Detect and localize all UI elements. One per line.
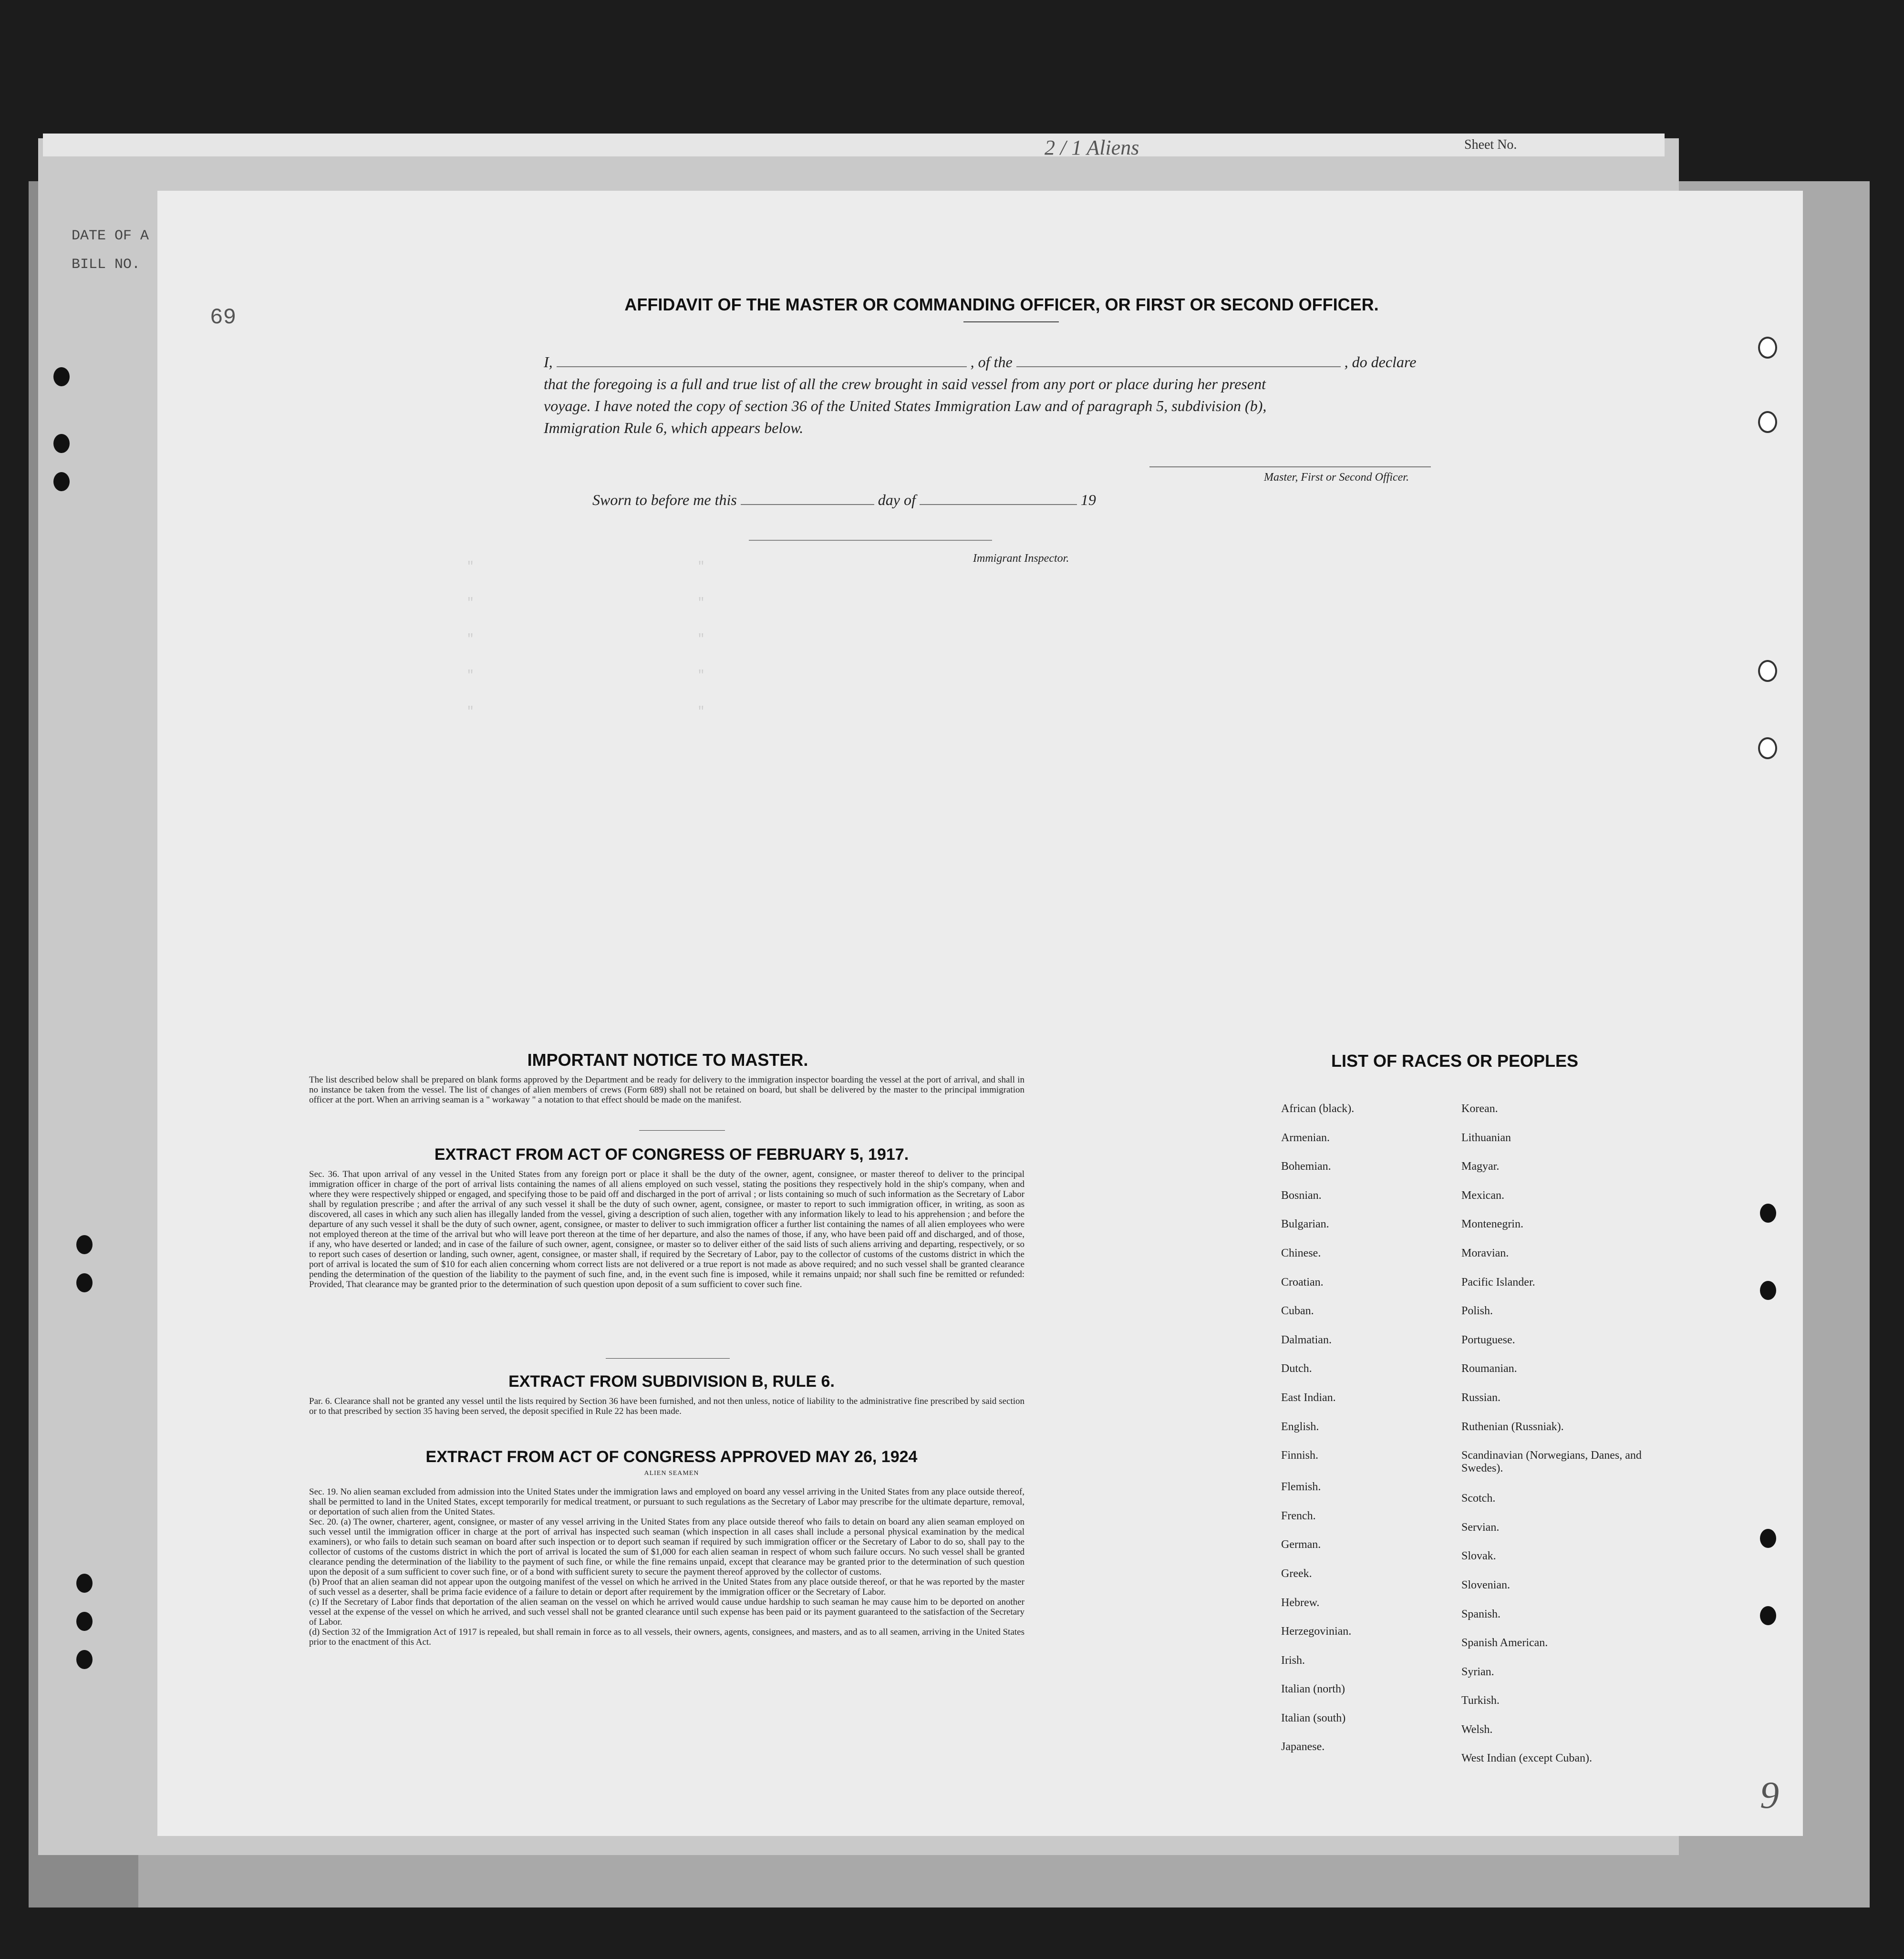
top-strip bbox=[43, 134, 1665, 159]
extract-1924-title: EXTRACT FROM ACT OF CONGRESS APPROVED MAY 26, 1924 bbox=[425, 1448, 918, 1466]
sheet-number-label: Sheet No. bbox=[1464, 137, 1517, 152]
race-item: Slovak. bbox=[1461, 1550, 1496, 1563]
race-item: Greek. bbox=[1281, 1567, 1312, 1580]
punch-hole bbox=[1758, 411, 1777, 433]
race-item: Syrian. bbox=[1461, 1665, 1494, 1678]
extract-1917-title: EXTRACT FROM ACT OF CONGRESS OF FEBRUARY 5, 1917. bbox=[434, 1145, 909, 1164]
binder-hole bbox=[53, 472, 70, 491]
i-label: I, bbox=[544, 353, 553, 371]
divider bbox=[606, 1358, 730, 1359]
affidavit-title: AFFIDAVIT OF THE MASTER OR COMMANDING OFFICER, OR FIRST OR SECOND OFFICER. bbox=[624, 295, 1379, 314]
punch-hole bbox=[1758, 737, 1777, 759]
affidavit-declaration bbox=[544, 351, 1469, 439]
extract-1924-body bbox=[309, 1487, 1024, 1647]
race-item: Italian (north) bbox=[1281, 1683, 1345, 1696]
race-item: Ruthenian (Russniak). bbox=[1461, 1420, 1564, 1433]
extract-1924-sec20a: Sec. 20. (a) The owner, charterer, agent, consignee, or master of any vessel arriving in the United States from any place outside thereof who fails to detain on board any alien seaman employed on such vessel until the immigration officer in charge at the port of arrival has inspected such seaman (which inspection in all cases shall include a personal physical examination by the medical examiners), or who fails to detain such seaman on board after such inspection or to deport such seaman if required by such immigration officer or the Secretary of Labor to do so, shall pay to the collector of customs of the customs district in which the port of arrival is located the sum of $1,000 for each alien seaman in respect of whom such failure occurs. No such vessel shall be granted clearance pending the determination of the liability to the payment of such fine, or while the fine remains unpaid, except that clearance may be granted prior to the determination of such question upon the deposit of a sum sufficient to cover such fine, or of a bond with sufficient surety to secure the payment thereof approved by the collector of customs. bbox=[309, 1517, 1024, 1577]
race-item: English. bbox=[1281, 1420, 1319, 1433]
officer-name-field[interactable] bbox=[557, 366, 967, 367]
race-item: Dutch. bbox=[1281, 1362, 1312, 1375]
race-item: Flemish. bbox=[1281, 1481, 1321, 1494]
race-item: Dalmatian. bbox=[1281, 1333, 1332, 1346]
inspector-label: Immigrant Inspector. bbox=[973, 552, 1069, 565]
declaration-line-2: voyage. I have noted the copy of section 36 of the United States Immigration Law and of paragraph 5, subdivision (b), bbox=[544, 397, 1267, 414]
race-item: Irish. bbox=[1281, 1654, 1305, 1667]
race-item: Bulgarian. bbox=[1281, 1218, 1329, 1231]
race-item: Scandinavian (Norwegians, Danes, and Swedes). bbox=[1461, 1449, 1642, 1475]
race-item: Servian. bbox=[1461, 1521, 1500, 1534]
declaration-line-3: Immigration Rule 6, which appears below. bbox=[544, 419, 804, 436]
side-stamp-bill: BILL NO. bbox=[72, 257, 141, 273]
binder-hole bbox=[76, 1235, 93, 1254]
side-stamp-date: DATE OF A bbox=[72, 228, 149, 244]
sworn-day-field[interactable] bbox=[741, 504, 874, 505]
extract-1924-sec20c: (c) If the Secretary of Labor finds that deportation of the alien seaman on the vessel on which he arrived would cause undue hardship to such seaman he may cause him to be deported on another vessel at the expense of the vessel on which he arrived, and such vessel shall not be granted clearance until such expense has been paid or its payment guaranteed to the satisfaction of the Secretary of Labor. bbox=[309, 1597, 1024, 1627]
race-item: French. bbox=[1281, 1509, 1316, 1522]
race-item: Montenegrin. bbox=[1461, 1218, 1523, 1231]
race-item: Chinese. bbox=[1281, 1247, 1321, 1259]
race-item: Japanese. bbox=[1281, 1741, 1325, 1753]
inspector-signature-line[interactable] bbox=[749, 540, 992, 541]
race-item: Turkish. bbox=[1461, 1694, 1500, 1707]
sworn-label bbox=[592, 491, 1096, 509]
race-item: Magyar. bbox=[1461, 1160, 1500, 1173]
race-item: Welsh. bbox=[1461, 1723, 1493, 1736]
race-item: East Indian. bbox=[1281, 1391, 1336, 1404]
declaration-line-1: that the foregoing is a full and true list of all the crew brought in said vessel from any port or place during her present bbox=[544, 375, 1266, 392]
race-item: Bohemian. bbox=[1281, 1160, 1331, 1173]
extract-1917-body: Sec. 36. That upon arrival of any vessel in the United States from any foreign port or place it shall be the duty of the owner, agent, consignee, or master thereof to deliver to the principal immigration officer in charge of the port of arrival lists containing the names of all aliens employed on such vessel, stating the positions they respectively hold in the ship's company, when and where they were respectively shipped or engaged, and specifying those to be paid off and discharged in the port of arrival ; or lists containing so much of such information as the Secretary of Labor shall by regulation prescribe ; and after the arrival of any such vessel it shall be the duty of such owner, agent, consignee, or master to report to such immigration officer, in writing, as soon as discovered, all cases in which any such alien has illegally landed from the vessel, giving a description of such alien, together with any information likely to lead to his apprehension ; and before the departure of any such vessel it shall be the duty of such owner, agent, consignee, or master to deliver to such immigration officer a further list containing the names of all alien employees who were not employed thereon at the time of the arrival but who will leave port thereon at the time of her departure, and also the names of those, if any, who have been paid off and discharged, and of those, if any, who have deserted or landed; and in case of the failure of such owner, agent, consignee, or master so to deliver either of the said lists of such aliens arriving and departing, respectively, or so to report such cases of desertion or landing, such owner, agent, consignee, or master shall, if required by the Secretary of Labor, pay to the collector of customs of the customs district in which the port of arrival is located the sum of $10 for each alien concerning whom correct lists are not delivered or a true report is not made as above required; and no such vessel shall be granted clearance pending the determination of the question of the liability to the payment of such fine, and, in the event such fine is imposed, while it remains unpaid; nor shall such fine be remitted or refunded: Provided, That clearance may be granted prior to the determination of such question upon deposit of a sum sufficient to cover such fine. bbox=[309, 1169, 1024, 1289]
race-item: Spanish. bbox=[1461, 1608, 1501, 1620]
race-item: African (black). bbox=[1281, 1103, 1355, 1115]
page-number: 69 bbox=[210, 305, 237, 330]
corner-mark: 9 bbox=[1760, 1774, 1779, 1816]
extract-1924-sec19: Sec. 19. No alien seaman excluded from admission into the United States under the immigration laws and employed on board any vessel arriving in the United States from any place outside thereof, shall be permitted to land in the United States, except temporarily for medical treatment, or pursuant to such regulations as the Secretary of Labor may prescribe for the ultimate departure, removal, or deportation of such alien from the United States. bbox=[309, 1487, 1024, 1517]
race-item: Portuguese. bbox=[1461, 1333, 1515, 1346]
race-item: Finnish. bbox=[1281, 1449, 1319, 1462]
do-declare-label: , do declare bbox=[1344, 353, 1417, 371]
handwritten-aliens: 2 / 1 Aliens bbox=[1045, 136, 1139, 159]
extract-rule6-title: EXTRACT FROM SUBDIVISION B, RULE 6. bbox=[508, 1372, 835, 1391]
races-title: LIST OF RACES OR PEOPLES bbox=[1331, 1051, 1579, 1071]
race-item: Russian. bbox=[1461, 1391, 1501, 1404]
race-item: Moravian. bbox=[1461, 1247, 1509, 1259]
binder-hole bbox=[76, 1650, 93, 1669]
vessel-name-field[interactable] bbox=[1016, 366, 1341, 367]
binder-hole bbox=[76, 1574, 93, 1593]
divider bbox=[639, 1130, 725, 1131]
race-item: Pacific Islander. bbox=[1461, 1276, 1535, 1289]
extract-1924-subtitle: ALIEN SEAMEN bbox=[644, 1470, 699, 1477]
races-right-column bbox=[1461, 1103, 1662, 1781]
of-the-label: , of the bbox=[970, 353, 1013, 371]
notice-title: IMPORTANT NOTICE TO MASTER. bbox=[527, 1050, 808, 1070]
race-item: Hebrew. bbox=[1281, 1596, 1320, 1609]
race-item: Spanish American. bbox=[1461, 1637, 1548, 1650]
race-item: Italian (south) bbox=[1281, 1712, 1346, 1724]
declaration-name-line bbox=[544, 351, 1469, 373]
race-item: Mexican. bbox=[1461, 1189, 1504, 1202]
binder-hole bbox=[76, 1612, 93, 1631]
race-item: Polish. bbox=[1461, 1305, 1493, 1318]
race-item: Roumanian. bbox=[1461, 1362, 1517, 1375]
race-item: West Indian (except Cuban). bbox=[1461, 1752, 1592, 1765]
race-item: German. bbox=[1281, 1538, 1321, 1551]
extract-1924-sec20d: (d) Section 32 of the Immigration Act of 1917 is repealed, but shall remain in force as to all vessels, their owners, agents, consignees, and masters, and as to all seamen, arriving in the United States prior to the enactment of this Act. bbox=[309, 1627, 1024, 1647]
punch-hole bbox=[1758, 660, 1777, 682]
bleed-through-text: " " " " " " " " " " bbox=[362, 559, 705, 719]
title-divider bbox=[963, 321, 1059, 322]
year-label: 19 bbox=[1080, 491, 1096, 508]
punch-hole bbox=[1760, 1606, 1776, 1625]
punch-hole bbox=[1760, 1204, 1776, 1223]
notice-body: The list described below shall be prepared on blank forms approved by the Department and be ready for delivery to the immigration inspector boarding the vessel at the port of arrival, and shall in no instance be taken from the vessel. The list of changes of alien members of crews (Form 689) shall not be retained on board, but shall be delivered by the master to the principal immigration officer at the port. When an arriving seaman is a " workaway " a notation to that effect should be made on the manifest. bbox=[309, 1075, 1024, 1105]
binder-hole bbox=[53, 367, 70, 386]
punch-hole bbox=[1760, 1529, 1776, 1548]
race-item: Bosnian. bbox=[1281, 1189, 1322, 1202]
race-item: Scotch. bbox=[1461, 1492, 1496, 1505]
extract-1924-sec20b: (b) Proof that an alien seaman did not appear upon the outgoing manifest of the vessel on which he arrived in the United States from any place outside thereof, or that he was reported by the master of such vessel as a deserter, shall be prima facie evidence of a failure to detain or deport after requirement by the immigration officer or the Secretary of Labor. bbox=[309, 1577, 1024, 1597]
race-item: Korean. bbox=[1461, 1103, 1498, 1115]
binder-hole bbox=[53, 434, 70, 453]
race-item: Lithuanian bbox=[1461, 1131, 1511, 1144]
master-signature-label: Master, First or Second Officer. bbox=[1264, 471, 1409, 484]
punch-hole bbox=[1760, 1281, 1776, 1300]
sworn-text: Sworn to before me this bbox=[592, 491, 737, 508]
race-item: Slovenian. bbox=[1461, 1578, 1510, 1591]
binder-hole bbox=[76, 1273, 93, 1292]
race-item: Croatian. bbox=[1281, 1276, 1324, 1289]
races-left-column bbox=[1281, 1103, 1453, 1770]
race-item: Cuban. bbox=[1281, 1305, 1314, 1318]
day-of-label: day of bbox=[878, 491, 916, 508]
extract-rule6-body: Par. 6. Clearance shall not be granted any vessel until the lists required by Section 36 have been furnished, and not then unless, notice of liability to the administrative fine prescribed by said section or to that prescribed by section 35 having been served, the deposit specified in Rule 22 has been made. bbox=[309, 1396, 1024, 1416]
master-signature-line[interactable] bbox=[1149, 466, 1431, 467]
sworn-month-field[interactable] bbox=[920, 504, 1077, 505]
race-item: Armenian. bbox=[1281, 1131, 1330, 1144]
punch-hole bbox=[1758, 337, 1777, 359]
race-item: Herzegovinian. bbox=[1281, 1625, 1352, 1638]
